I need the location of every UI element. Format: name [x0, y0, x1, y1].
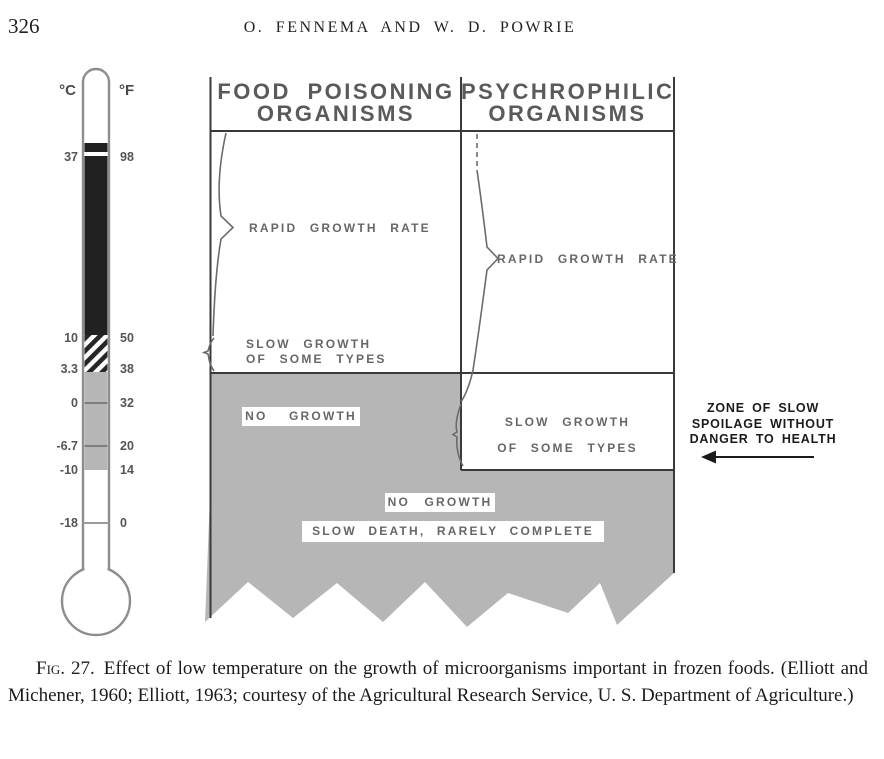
tick-celsius: -6.7 [56, 439, 78, 453]
thermometer-gray-zone [85, 372, 108, 470]
thermometer-black-zone [85, 143, 108, 335]
tick-fahrenheit: 20 [120, 439, 134, 453]
column-title-line: PSYCHROPHILIC [461, 79, 675, 104]
thermometer-hatched-zone [85, 335, 108, 372]
tick-celsius: 0 [71, 396, 78, 410]
tick-celsius: 37 [64, 150, 78, 164]
tick-fahrenheit: 14 [120, 463, 134, 477]
tick-celsius: 3.3 [60, 362, 78, 376]
tick-celsius: -18 [59, 516, 78, 530]
fahrenheit-unit-label: °F [119, 82, 135, 99]
tick-fahrenheit: 0 [120, 516, 127, 530]
tick-fahrenheit: 32 [120, 396, 134, 410]
annotation-line: SPOILAGE WITHOUT [691, 416, 835, 431]
annotation-line: ZONE OF SLOW [706, 401, 820, 415]
page-number: 326 [8, 14, 40, 38]
column-title-line: ORGANISMS [256, 101, 416, 126]
figure-caption [8, 655, 868, 709]
zone-label-slow-death: SLOW DEATH, RARELY COMPLETE [302, 521, 604, 542]
column-title-food-poisoning [211, 81, 461, 125]
zone-label-rapid-growth-left: RAPID GROWTH RATE [249, 221, 431, 235]
tick-celsius: 10 [64, 331, 78, 345]
column-title-line: FOOD POISONING [217, 79, 455, 104]
thermometer-cap [83, 69, 109, 82]
zone-label-slow-growth-right [461, 409, 674, 461]
zone-label-line: SLOW GROWTH [504, 415, 631, 429]
tick-fahrenheit: 38 [120, 362, 134, 376]
figure-caption-text: Effect of low temperature on the growth of microorganisms important in frozen foods. (Elliott and Michener, 1960; Elliott, 1963; courtesy of the Agricultural Research Service, U. S. Department of Agriculture.) [8, 658, 868, 706]
zone-label-rapid-growth-right: RAPID GROWTH RATE [497, 252, 679, 266]
left-slow-brace [204, 338, 214, 371]
zone-label-slow-growth-left [246, 337, 387, 367]
celsius-unit-label: °C [59, 82, 76, 99]
zone-label-no-growth-left: NO GROWTH [242, 407, 360, 426]
annotation-line: DANGER TO HEALTH [689, 432, 837, 446]
zone-label-no-growth-bottom: NO GROWTH [385, 493, 495, 512]
column-title-line: ORGANISMS [488, 101, 647, 126]
column-title-psychrophilic [461, 81, 674, 125]
zone-label-line: OF SOME TYPES [246, 352, 387, 366]
left-rapid-brace [213, 133, 233, 336]
spoilage-zone-annotation [666, 401, 860, 448]
zone-label-line: OF SOME TYPES [497, 441, 638, 455]
running-head: O. FENNEMA AND W. D. POWRIE [243, 19, 577, 36]
tick-fahrenheit: 98 [120, 150, 134, 164]
right-rapid-brace [461, 170, 498, 402]
left-arrow-icon [701, 451, 814, 464]
tick-fahrenheit: 50 [120, 331, 134, 345]
tick-celsius: -10 [59, 463, 78, 477]
thermometer-bulb [62, 567, 130, 635]
figure-caption-label: Fig. 27. [36, 658, 95, 679]
zone-label-line: SLOW GROWTH [246, 337, 372, 351]
